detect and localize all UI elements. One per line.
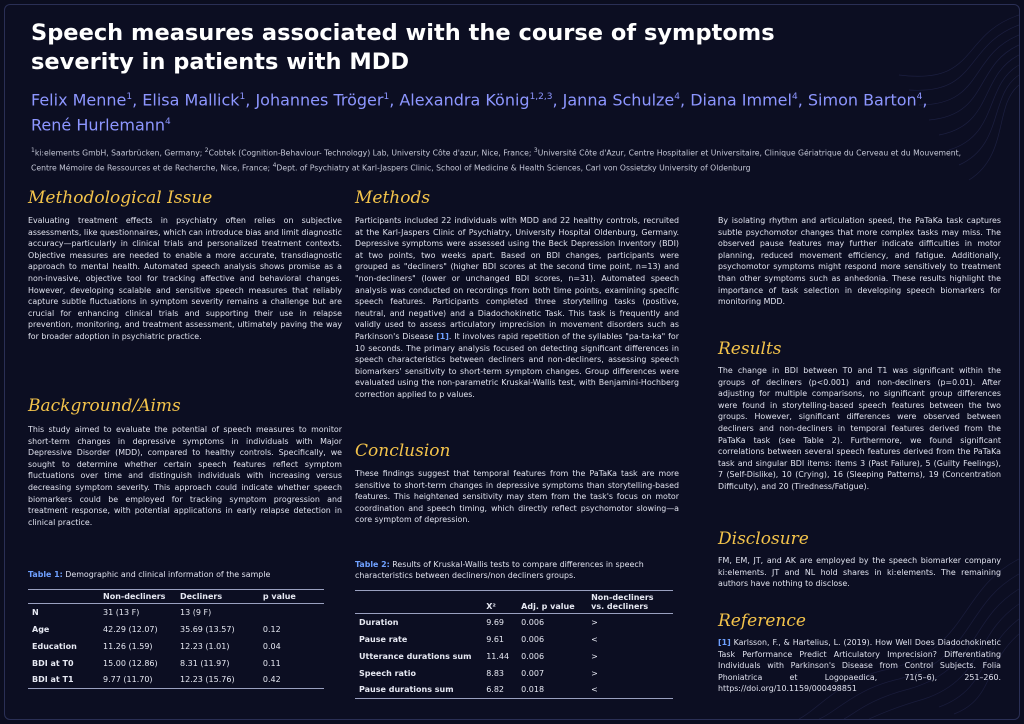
table-cell: 0.006 [521, 651, 545, 661]
methods-heading: Methods [355, 188, 431, 208]
table-row [28, 604, 324, 621]
row-label: Speech ratio [359, 668, 416, 678]
results-text: The change in BDI between T0 and T1 was significant within the groups of decliners (p<0.001) and non-decliners (p=0.01). After adjusting for multiple comparisons, no significant group differences were found in storytelling-based speech features between the two groups. However, significant differences were observed between decliners and non-decliners in temporal features derived from the PaTaKa task (see Table 2). Furthermore, we found significant correlations between several speech features derived from the PaTaKa task and singular BDI items: items 3 (Past Failure), 5 (Guilty Feelings), 7 (Self-Dislike), 10 (Crying), 16 (Sleeping Patterns), 19 (Concentration Difficulty), and 20 (Tiredness/Fatigue). [718, 366, 1001, 491]
table-cell: 35.69 (13.57) [179, 624, 235, 634]
column-header: p value [262, 592, 296, 601]
table-cell: 9.77 (11.70) [103, 675, 153, 685]
table1-label: Table 1: [28, 570, 63, 579]
kruskal-wallis-table [355, 590, 673, 699]
poster-title: Speech measures associated with the course of symptoms severity in patients with MDD [31, 20, 775, 75]
conclusion-heading: Conclusion [355, 441, 451, 461]
disclosure-heading: Disclosure [718, 529, 809, 549]
column-header: Non-decliners [103, 592, 166, 601]
background-heading: Background/Aims [28, 396, 181, 416]
row-label: Education [32, 641, 77, 651]
author-name: Simon Barton [807, 90, 917, 110]
table-cell: 0.006 [521, 634, 545, 644]
author-name: Janna Schulze [562, 90, 675, 110]
table-cell: 11.44 [486, 651, 510, 661]
table-row [28, 621, 324, 638]
methodological-issue-text: Evaluating treatment effects in psychiatry often relies on subjective assessments, like questionnaires, which can introduce bias and limit diagnostic accuracy—particularly in clinical trials and personalized treatment contexts. Objective measures are needed to enable a more accurate, transdiagnostic approach to mental health. Automated speech analysis shows promise as a non-invasive, objective tool for tracking affective and behavioral changes. However, developing scalable and sensitive speech measures that reliably capture subtle fluctuations in symptom severity remains a challenge but are crucial for enhancing clinical trials and supporting their use in relapse prevention, monitoring, and treatment assessment, ultimately paving the way for broader adoption in psychiatric practice. [28, 216, 342, 341]
table1-caption [28, 569, 342, 580]
row-label: Pause rate [359, 634, 408, 644]
table-row [355, 665, 673, 682]
results-heading: Results [718, 339, 782, 359]
author-affiliation-mark: 4 [165, 117, 171, 128]
methodological-issue-heading: Methodological Issue [28, 188, 213, 208]
table-cell: 12.23 (1.01) [179, 641, 230, 651]
table-row [28, 672, 324, 689]
row-label: BDI at T1 [32, 675, 74, 685]
table-cell: 0.11 [262, 658, 281, 668]
table-cell: 8.83 [486, 668, 504, 678]
reference-citation-text: Karlsson, F., & Hartelius, L. (2019). How Well Does Diadochokinetic Task Performance Predict Articulatory Imprecision? Differentiating Individuals with Parkinson's Disease from Control Subjects. Folia Phoniatrica et Logopaedica, 71(5–6), 251–260. https://doi.org/10.1159/000498851 [718, 638, 1001, 694]
table2-caption [355, 559, 655, 581]
background-text: This study aimed to evaluate the potential of speech measures to monitor short-term changes in depressive symptoms in individuals with Major Depressive Disorder (MDD), compared to healthy controls. Specifically, we sought to determine whether certain speech features reflect symptom fluctuations over time and distinguish individuals with increasing versus decreasing symptom severity. This approach could indicate whether speech biomarkers could be employed for tracking symptom progression and treatment response, with potential applications in early relapse detection in clinical practice. [28, 425, 342, 527]
affiliation-text: Université Côte d'Azur, Centre Hospitalier et Universitaire, Clinique Gériatrique du Cerveau et du Mouvement, Centre Mémoire de Ressources et de Recherche, Nice, France; [31, 148, 962, 173]
table-row [28, 655, 324, 672]
author-affiliation-mark: 1 [126, 92, 133, 102]
table-header-row [28, 590, 324, 604]
affiliation-mark: 4 [272, 161, 277, 169]
row-label: Duration [359, 617, 399, 627]
poster [4, 4, 1020, 720]
author-affiliation-mark: 1 [383, 92, 390, 102]
row-label: Age [32, 624, 50, 634]
author-name: Felix Menne [31, 90, 127, 110]
table-cell: 8.31 (11.97) [179, 658, 230, 668]
table-cell: 0.12 [262, 624, 281, 634]
table-header-row [355, 591, 673, 614]
author-affiliation-mark: 1 [239, 92, 246, 102]
column-header: Non-decliners vs. decliners [591, 593, 654, 611]
affiliation-mark: 2 [204, 147, 209, 154]
column-header [355, 591, 482, 614]
table-cell: 11.26 (1.59) [103, 641, 153, 651]
table-cell: 0.42 [262, 675, 281, 685]
table-cell [259, 604, 324, 621]
table-cell: 9.69 [486, 617, 504, 627]
table-cell: 0.018 [521, 685, 545, 695]
table-cell: 9.61 [486, 634, 504, 644]
affiliations [31, 145, 971, 174]
table2-caption-text: Results of Kruskal-Wallis tests to compare differences in speech characteristics between decliners/non decliners groups. [355, 560, 644, 580]
table-row [28, 638, 324, 655]
reference-text [718, 637, 1001, 695]
table-cell: 42.29 (12.07) [103, 624, 158, 634]
author-name: Alexandra König [399, 90, 530, 110]
author-affiliation-mark: 4 [916, 92, 923, 102]
affiliation-text: Cobtek (Cognition-Behaviour- Technology) Lab, University Côte d'azur, Nice, France; [208, 148, 534, 158]
column-header: Decliners [179, 592, 223, 601]
table1-caption-text: Demographic and clinical information of the sample [62, 570, 271, 579]
discussion-text: By isolating rhythm and articulation speed, the PaTaKa task captures subtle psychomotor changes that more complex tasks may miss. The observed pause features may further indicate difficulties in motor planning, reduced movement efficiency, and fatigue. Additionally, psychomotor symptoms might respond more sensitively to treatment than other symptoms such as anhedonia. These results highlight the importance of task selection in developing speech biomarkers for monitoring MDD. [718, 216, 1001, 307]
table-cell: > [591, 668, 598, 678]
table-cell: 0.006 [521, 617, 545, 627]
table-cell: > [591, 617, 598, 627]
table-cell: 0.04 [262, 641, 281, 651]
author-name: Johannes Tröger [255, 90, 384, 110]
citation-link[interactable]: [1] [436, 331, 449, 341]
row-label: N [32, 607, 39, 617]
table-row [355, 648, 673, 665]
table-cell: 13 (9 F) [179, 607, 212, 617]
methods-text-part1: Participants included 22 individuals with MDD and 22 healthy controls, recruited at the Karl-Jaspers Clinic of Psychiatry, University Hospital Oldenburg, Germany. Depressive symptoms were assessed using the Beck Depression Inventory (BDI) at two points, two weeks apart. Based on BDI changes, participants were grouped as "decliners" (higher BDI scores at the second time point, n=13) and "non-decliners" (lower or unchanged BDI scores, n=31). Automated speech analysis was conducted on recordings from both time points, examining specific speech features. Participants completed three storytelling tasks (positive, neutral, and negative) and a Diadochokinetic Task. This task is frequently and validly used to assess articulatory imprecision in movement disorders such as Parkinson's Disease [355, 216, 679, 341]
column-header: X² [486, 602, 496, 611]
row-label: Utterance durations sum [359, 651, 472, 661]
author-name: René Hurlemann [31, 115, 166, 135]
author-affiliation-mark: 4 [674, 92, 681, 102]
demographics-table [28, 589, 324, 689]
table-cell: 31 (13 F) [103, 607, 140, 617]
author-name: Elisa Mallick [142, 90, 240, 110]
author-name: Diana Immel [690, 90, 792, 110]
row-label: BDI at T0 [32, 658, 74, 668]
disclosure-text: FM, EM, JT, and AK are employed by the speech biomarker company ki:elements. JT and NL hold shares in ki:elements. The remaining authors have nothing to disclose. [718, 556, 1001, 589]
affiliation-text: ki:elements GmbH, Saarbrücken, Germany; [34, 148, 205, 158]
table-cell: 0.007 [521, 668, 545, 678]
affiliation-mark: 3 [533, 147, 538, 154]
table-row [355, 682, 673, 699]
column-header: Adj. p value [521, 602, 575, 611]
table-cell: < [591, 634, 598, 644]
table-row [355, 614, 673, 631]
column-header [28, 590, 99, 604]
table2-label: Table 2: [355, 560, 390, 569]
conclusion-text: These findings suggest that temporal features from the PaTaKa task are more sensitive to short-term changes in depressive symptoms than storytelling-based features. This heightened sensitivity may stem from the task's focus on motor coordination and speech timing, which directly reflect psychomotor slowing—a core symptom of depression. [355, 469, 679, 525]
author-list: Felix Menne$^1$, Elisa Mallick$^1$, Johannes Tröger$^1$, Alexandra König$^{1,2,3}$, Janna Schulze$^4$, Diana Immel$^4$, Simon Barton$^4$, René Hurlemann$^4$ [31, 90, 928, 135]
table-cell: 6.82 [486, 685, 504, 695]
table-cell: < [591, 685, 598, 695]
table-cell: 15.00 (12.86) [103, 658, 158, 668]
affiliation-mark: 1 [31, 147, 35, 154]
methods-text-part2: . It involves rapid repetition of the syllables "pa-ta-ka" for 10 seconds. The primary analysis focused on detecting significant differences in speech characteristics between decliners and non-decliners, assessing speech biomarkers' sensitivity to short-term symptom changes. Group differences were evaluated using the non-parametric Kruskal-Wallis test, with Benjamini-Hochberg correction applied to p values. [355, 331, 679, 399]
author-affiliation-mark: 1,2,3 [529, 92, 553, 102]
reference-heading: Reference [718, 611, 806, 631]
table-cell: 12.23 (15.76) [179, 675, 235, 685]
table-cell: > [591, 651, 598, 661]
reference-number: [1] [718, 638, 731, 647]
row-label: Pause durations sum [359, 685, 454, 695]
table-row [355, 631, 673, 648]
author-affiliation-mark: 4 [791, 92, 798, 102]
affiliation-text: Dept. of Psychiatry at Karl-Jaspers Clinic, School of Medicine & Health Sciences, Carl von Ossietzky University of Oldenburg [276, 163, 751, 173]
methods-text [355, 215, 679, 401]
